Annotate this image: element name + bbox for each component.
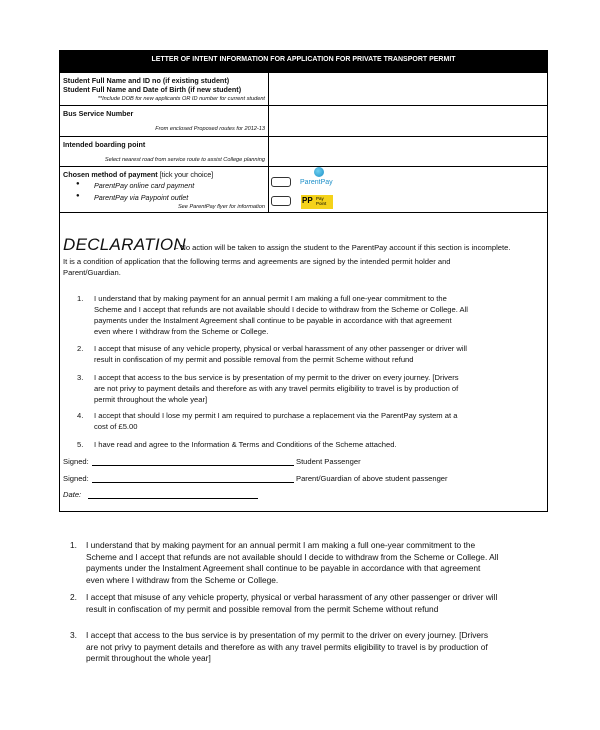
student-signature-line[interactable] [92, 465, 294, 466]
bus-service-label: Bus Service Number [63, 109, 134, 118]
bus-service-note: From enclosed Proposed routes for 2012-13 [155, 126, 265, 132]
paypoint-logo [301, 195, 333, 209]
payment-note: See ParentPay flyer for information [177, 204, 265, 210]
lower-item-3-line-3: permit throughout the whole year] [86, 653, 211, 663]
declaration-note: – No action will be taken to assign the student to the ParentPay account if this section is incomplete. [174, 243, 511, 252]
option-paypoint-checkbox[interactable] [271, 196, 291, 206]
declaration-title: DECLARATION [63, 235, 186, 254]
parent-signature-line[interactable] [92, 482, 294, 483]
student-name-label-existing: Student Full Name and ID no (if existing student) [63, 76, 230, 85]
student-signature-role: Student Passenger [296, 457, 361, 466]
declaration-item-number: 1. [77, 294, 84, 303]
option-online-card-label: ParentPay online card payment [94, 181, 195, 190]
signed-label-student: Signed: [63, 457, 89, 466]
lower-item-1-line-2: Scheme and I accept that refunds are not available should I decide to withdraw from the Scheme or College. All [86, 551, 499, 562]
declaration-item-1-line-1: I understand that by making payment for an annual permit I am making a full one-year commitment to the [94, 294, 447, 303]
declaration-item-3-line-1: I accept that access to the bus service is by presentation of my permit to the driver on every journey. [Drivers [94, 373, 459, 382]
parentpay-logo-text: ParentPay [300, 179, 333, 186]
lower-item-2-line-1: I accept that misuse of any vehicle property, physical or verbal harassment of any other passenger or driver will [86, 592, 498, 602]
student-name-label-cell [60, 73, 269, 105]
bus-service-label-cell [60, 106, 269, 136]
boarding-point-field[interactable] [269, 137, 547, 166]
student-name-field[interactable] [269, 73, 547, 105]
lower-item-2-line-2: result in confiscation of my permit and possible removal from the permit Scheme without refund [86, 603, 439, 614]
declaration-item-2-line-1: I accept that misuse of any vehicle property, physical or verbal harassment of any other passenger or driver will [94, 344, 467, 353]
declaration-item-1-line-4: even where I withdraw from the Scheme or College. [94, 327, 269, 336]
parentpay-logo [300, 167, 340, 197]
lower-item-number: 2. [70, 592, 77, 602]
student-name-row [60, 73, 547, 106]
student-name-label-new: Student Full Name and Date of Birth (if new student) [63, 85, 242, 94]
parent-signature-role: Parent/Guardian of above student passenger [296, 474, 448, 483]
bus-service-field[interactable] [269, 106, 547, 136]
declaration-item-5-line-1: I have read and agree to the Information & Terms and Conditions of the Scheme attached. [94, 440, 397, 449]
bullet-icon: ● [76, 193, 80, 199]
boarding-point-row [60, 137, 547, 167]
payment-method-label-cell [60, 167, 269, 212]
paypoint-logo-mark: PP [302, 196, 313, 205]
payment-method-label: Chosen method of payment [tick your choice] [63, 170, 214, 179]
declaration-intro-line-1: It is a condition of application that the following terms and agreements are signed by the intended permit holder and [63, 257, 451, 266]
declaration-item-number: 4. [77, 411, 84, 420]
lower-item-3-line-1: I accept that access to the bus service is by presentation of my permit to the driver on every journey. [Drivers [86, 630, 489, 640]
declaration-item-number: 5. [77, 440, 84, 449]
declaration-item-number: 2. [77, 344, 84, 353]
lower-item-1-line-3: payments under the Instalment Agreement shall continue to be payable in accordance with that agreement [86, 563, 481, 573]
lower-item-number: 1. [70, 540, 77, 550]
student-name-note: **Include DOB for new applicants OR ID number for current student [97, 96, 265, 102]
lower-item-1-line-1: I understand that by making payment for an annual permit I am making a full one-year commitment to the [86, 540, 476, 550]
lower-item-1-line-4: even where I withdraw from the Scheme or College. [86, 574, 279, 585]
application-form [59, 50, 548, 512]
bullet-icon: ● [76, 181, 80, 187]
bus-service-row [60, 106, 547, 137]
lower-item-number: 3. [70, 630, 77, 640]
declaration-item-1-line-2: Scheme and I accept that refunds are not available should I decide to withdraw from the Scheme or College. All [94, 305, 468, 314]
date-line[interactable] [88, 498, 258, 499]
date-label: Date: [63, 490, 82, 499]
signed-label-parent: Signed: [63, 474, 89, 483]
boarding-point-label: Intended boarding point [63, 140, 146, 149]
declaration-item-2-line-2: result in confiscation of my permit and possible removal from the permit Scheme without refund [94, 355, 414, 364]
declaration-item-number: 3. [77, 373, 84, 382]
lower-item-3-line-2: are not privy to payment details and therefore as with any travel permits eligibility to travel is by production of [86, 641, 488, 652]
option-online-card-checkbox[interactable] [271, 177, 291, 187]
declaration-item-3-line-3: permit throughout the whole year] [94, 395, 208, 404]
declaration-item-1-line-3: payments under the Instalment Agreement shall continue to be payable in accordance with that agreement [94, 316, 452, 325]
boarding-point-label-cell [60, 137, 269, 166]
declaration-item-4-line-1: I accept that should I lose my permit I am required to purchase a replacement via the ParentPay system at a [94, 411, 458, 420]
boarding-point-note: Select nearest road from service route to assist College planning [104, 157, 265, 163]
option-paypoint-label: ParentPay via Paypoint outlet [94, 193, 189, 202]
form-header: LETTER OF INTENT INFORMATION FOR APPLICATION FOR PRIVATE TRANSPORT PERMIT [60, 51, 547, 73]
declaration-intro-line-2: Parent/Guardian. [63, 268, 121, 277]
declaration-item-4-line-2: cost of £5.00 [94, 422, 138, 431]
paypoint-logo-text: Pay Point [316, 196, 327, 206]
parentpay-globe-icon [314, 167, 324, 177]
declaration-item-3-line-2: are not privy to payment details and therefore as with any travel permits eligibility to travel is by production of [94, 384, 459, 393]
